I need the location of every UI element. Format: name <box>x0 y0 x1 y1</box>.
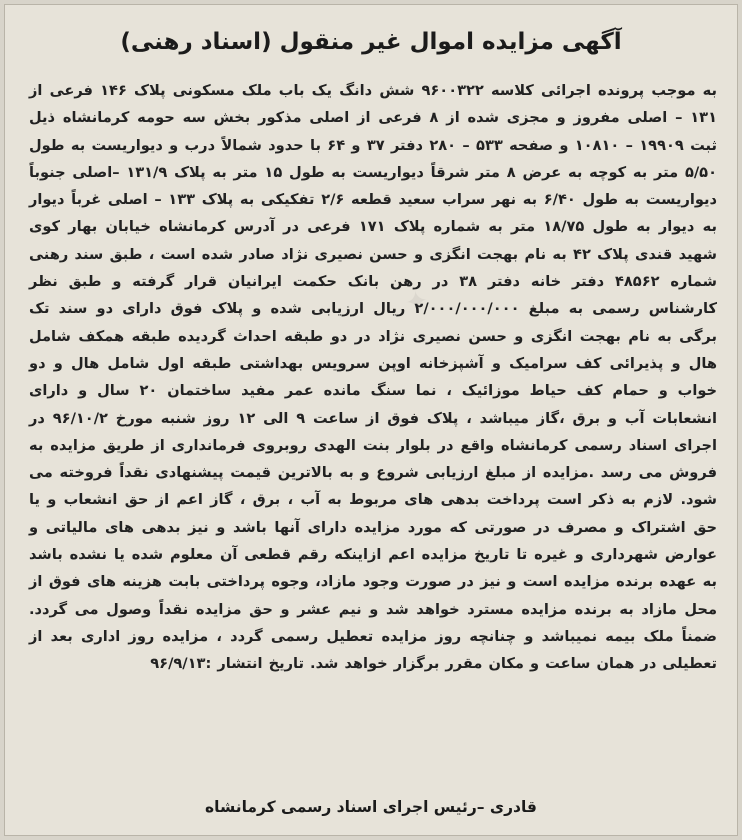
faint-watermark: ✦ <box>402 283 431 320</box>
notice-body: به موجب پرونده اجرائی کلاسه ۹۶۰۰۳۲۲ شش دانگ یک باب ملک مسکونی پلاک ۱۴۶ فرعی از ۱۳۱ – اصلی مفروز و مجزی شده از ۸ فرعی از اصلی مذکور بخش سه حومه کرمانشاه ذیل ثبت ۱۹۹۰۹ – ۱۰۸۱۰ و صفحه ۵۳۳ – ۲۸۰ دفتر ۳۷ و ۶۴ با حدود شمالاً درب و دیواریست به طول ۵/۵۰ متر به کوچه به عرض ۸ متر شرقاً دیواریست به طول ۱۵ متر به پلاک ۱۳۱/۹ –اصلی جنوباً دیواریست به طول ۶/۴۰ به نهر سراب سعید قطعه ۲/۶ تفکیکی به پلاک ۱۳۳ – اصلی غرباً دیوار به دیوار به طول ۱۸/۷۵ متر به شماره پلاک ۱۷۱ فرعی در آدرس کرمانشاه خیابان بهار کوی شهید قندی پلاک ۴۲ به نام بهجت انگزی و حسن نصیری نژاد صادر شده است ، طبق سند رهنی شماره ۴۸۵۶۲ دفتر خانه دفتر ۳۸ در رهن بانک حکمت ایرانیان قرار گرفته و طبق نظر کارشناس رسمی به مبلغ ۲/۰۰۰/۰۰۰/۰۰۰ ریال ارزیابی شده و پلاک فوق دارای دو سند تک برگی به نام بهجت انگزی و حسن نصیری نژاد در دو طبقه احداث گردیده طبقه همکف شامل هال و پذیرائی کف سرامیک و آشپزخانه اوپن سرویس بهداشتی طبقه اول شامل هال و دو خواب و حمام کف حیاط موزائیک ، نما سنگ مانده عمر مفید ساختمان ۲۰ سال و دارای انشعابات آب و برق ،گاز میباشد ، پلاک فوق از ساعت ۹ الی ۱۲ روز شنبه مورخ ۹۶/۱۰/۲ در اجرای اسناد رسمی کرمانشاه واقع در بلوار بنت الهدی روبروی فرمانداری از طریق مزایده به فروش می رسد .مزایده از مبلغ ارزیابی شروع و به بالاترین قیمت پیشنهادی نقداً فروخته می شود. لازم به ذکر است پرداخت بدهی های مربوط به آب ، برق ، گاز اعم از حق انشعاب و یا حق اشتراک و مصرف در صورتی که مورد مزایده دارای آنها باشد و نیز بدهی های مالیاتی و عوارض شهرداری و غیره تا تاریخ مزایده اعم ازاینکه رقم قطعی آن معلوم شده یا نشده باشد به عهده برنده مزایده است و نیز در صورت وجود مازاد، وجوه پرداختی بابت هزینه های فوق از محل مازاد به برنده مزایده مسترد خواهد شد و نیم عشر و حق مزایده نقداً وصول می گردد. ضمناً ملک بیمه نمیباشد و چنانچه روز مزایده تعطیل رسمی گردد ، مزایده روز اداری بعد از تعطیلی در همان ساعت و مکان مقرر برگزار خواهد شد. تاریخ انتشار :۹۶/۹/۱۳ <box>29 82 718 673</box>
notice-title: آگهی مزایده اموال غیر منقول (اسناد رهنی) <box>120 29 622 55</box>
newspaper-clipping <box>4 4 738 836</box>
notice-signature: قادری –رئیس اجرای اسناد رسمی کرمانشاه <box>205 798 537 816</box>
